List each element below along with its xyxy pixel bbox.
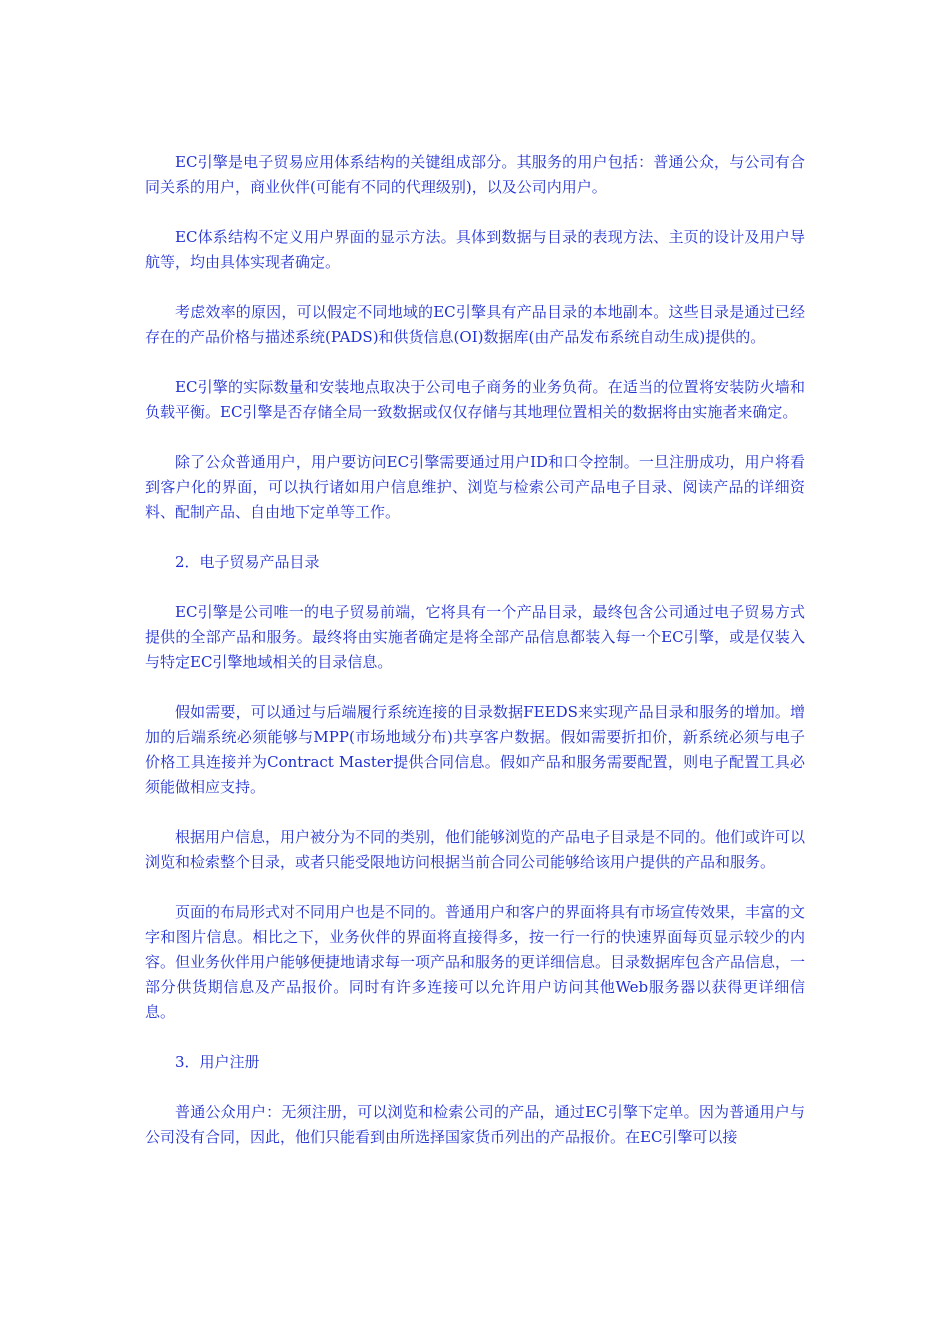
paragraph-user-categories: 根据用户信息，用户被分为不同的类别，他们能够浏览的产品电子目录是不同的。他们或许可以浏览和检索整个目录，或者只能受限地访问根据当前合同公司能够给该用户提供的产品和服务。 xyxy=(145,828,806,871)
section-heading-user-registration: 3．用户注册 xyxy=(175,1053,260,1071)
paragraph-engine-deployment: EC引擎的实际数量和安装地点取决于公司电子商务的业务负荷。在适当的位置将安装防火墙和负载平衡。EC引擎是否存储全局一致数据或仅仅存储与其地理位置相关的数据将由实施者来确定。 xyxy=(145,378,805,421)
paragraph-ui-definition: EC体系结构不定义用户界面的显示方法。具体到数据与目录的表现方法、主页的设计及用户导航等，均由具体实现者确定。 xyxy=(145,228,805,271)
paragraph-user-access-control: 除了公众普通用户，用户要访问EC引擎需要通过用户ID和口令控制。一旦注册成功，用户将看到客户化的界面，可以执行诸如用户信息维护、浏览与检索公司产品电子目录、阅读产品的详细资料、配制产品、自由地下定单等工作。 xyxy=(145,453,805,521)
paragraph-public-users: 普通公众用户：无须注册，可以浏览和检索公司的产品，通过EC引擎下定单。因为普通用户与公司没有合同，因此，他们只能看到由所选择国家货币列出的产品报价。在EC引擎可以接 xyxy=(145,1103,805,1146)
section-heading-product-catalog: 2．电子贸易产品目录 xyxy=(175,553,320,571)
paragraph-single-front-end: EC引擎是公司唯一的电子贸易前端，它将具有一个产品目录，最终包含公司通过电子贸易方式提供的全部产品和服务。最终将由实施者确定是将全部产品信息都装入每一个EC引擎，或是仅装入与特定EC引擎地域相关的目录信息。 xyxy=(145,603,805,671)
paragraph-local-catalog-copy: 考虑效率的原因，可以假定不同地域的EC引擎具有产品目录的本地副本。这些目录是通过已经存在的产品价格与描述系统(PADS)和供货信息(OI)数据库(由产品发布系统自动生成)提供的。 xyxy=(145,303,805,346)
paragraph-ec-engine-users: EC引擎是电子贸易应用体系结构的关键组成部分。其服务的用户包括：普通公众，与公司有合同关系的用户，商业伙伴(可能有不同的代理级别)，以及公司内用户。 xyxy=(145,153,805,196)
paragraph-page-layout: 页面的布局形式对不同用户也是不同的。普通用户和客户的界面将具有市场宣传效果，丰富的文字和图片信息。相比之下，业务伙伴的界面将直接得多，按一行一行的快速界面每页显示较少的内容。但业务伙伴用户能够便捷地请求每一项产品和服务的更详细信息。目录数据库包含产品信息，一部分供货期信息及产品报价。同时有许多连接可以允许用户访问其他Web服务器以获得更详细信息。 xyxy=(145,903,806,1021)
document-body xyxy=(145,150,805,1175)
paragraph-catalog-feeds: 假如需要，可以通过与后端履行系统连接的目录数据FEEDS来实现产品目录和服务的增加。增加的后端系统必须能够与MPP(市场地域分布)共享客户数据。假如需要折扣价，新系统必须与电子价格工具连接并为Contract Master提供合同信息。假如产品和服务需要配置，则电子配置工具必须能做相应支持。 xyxy=(145,703,805,796)
